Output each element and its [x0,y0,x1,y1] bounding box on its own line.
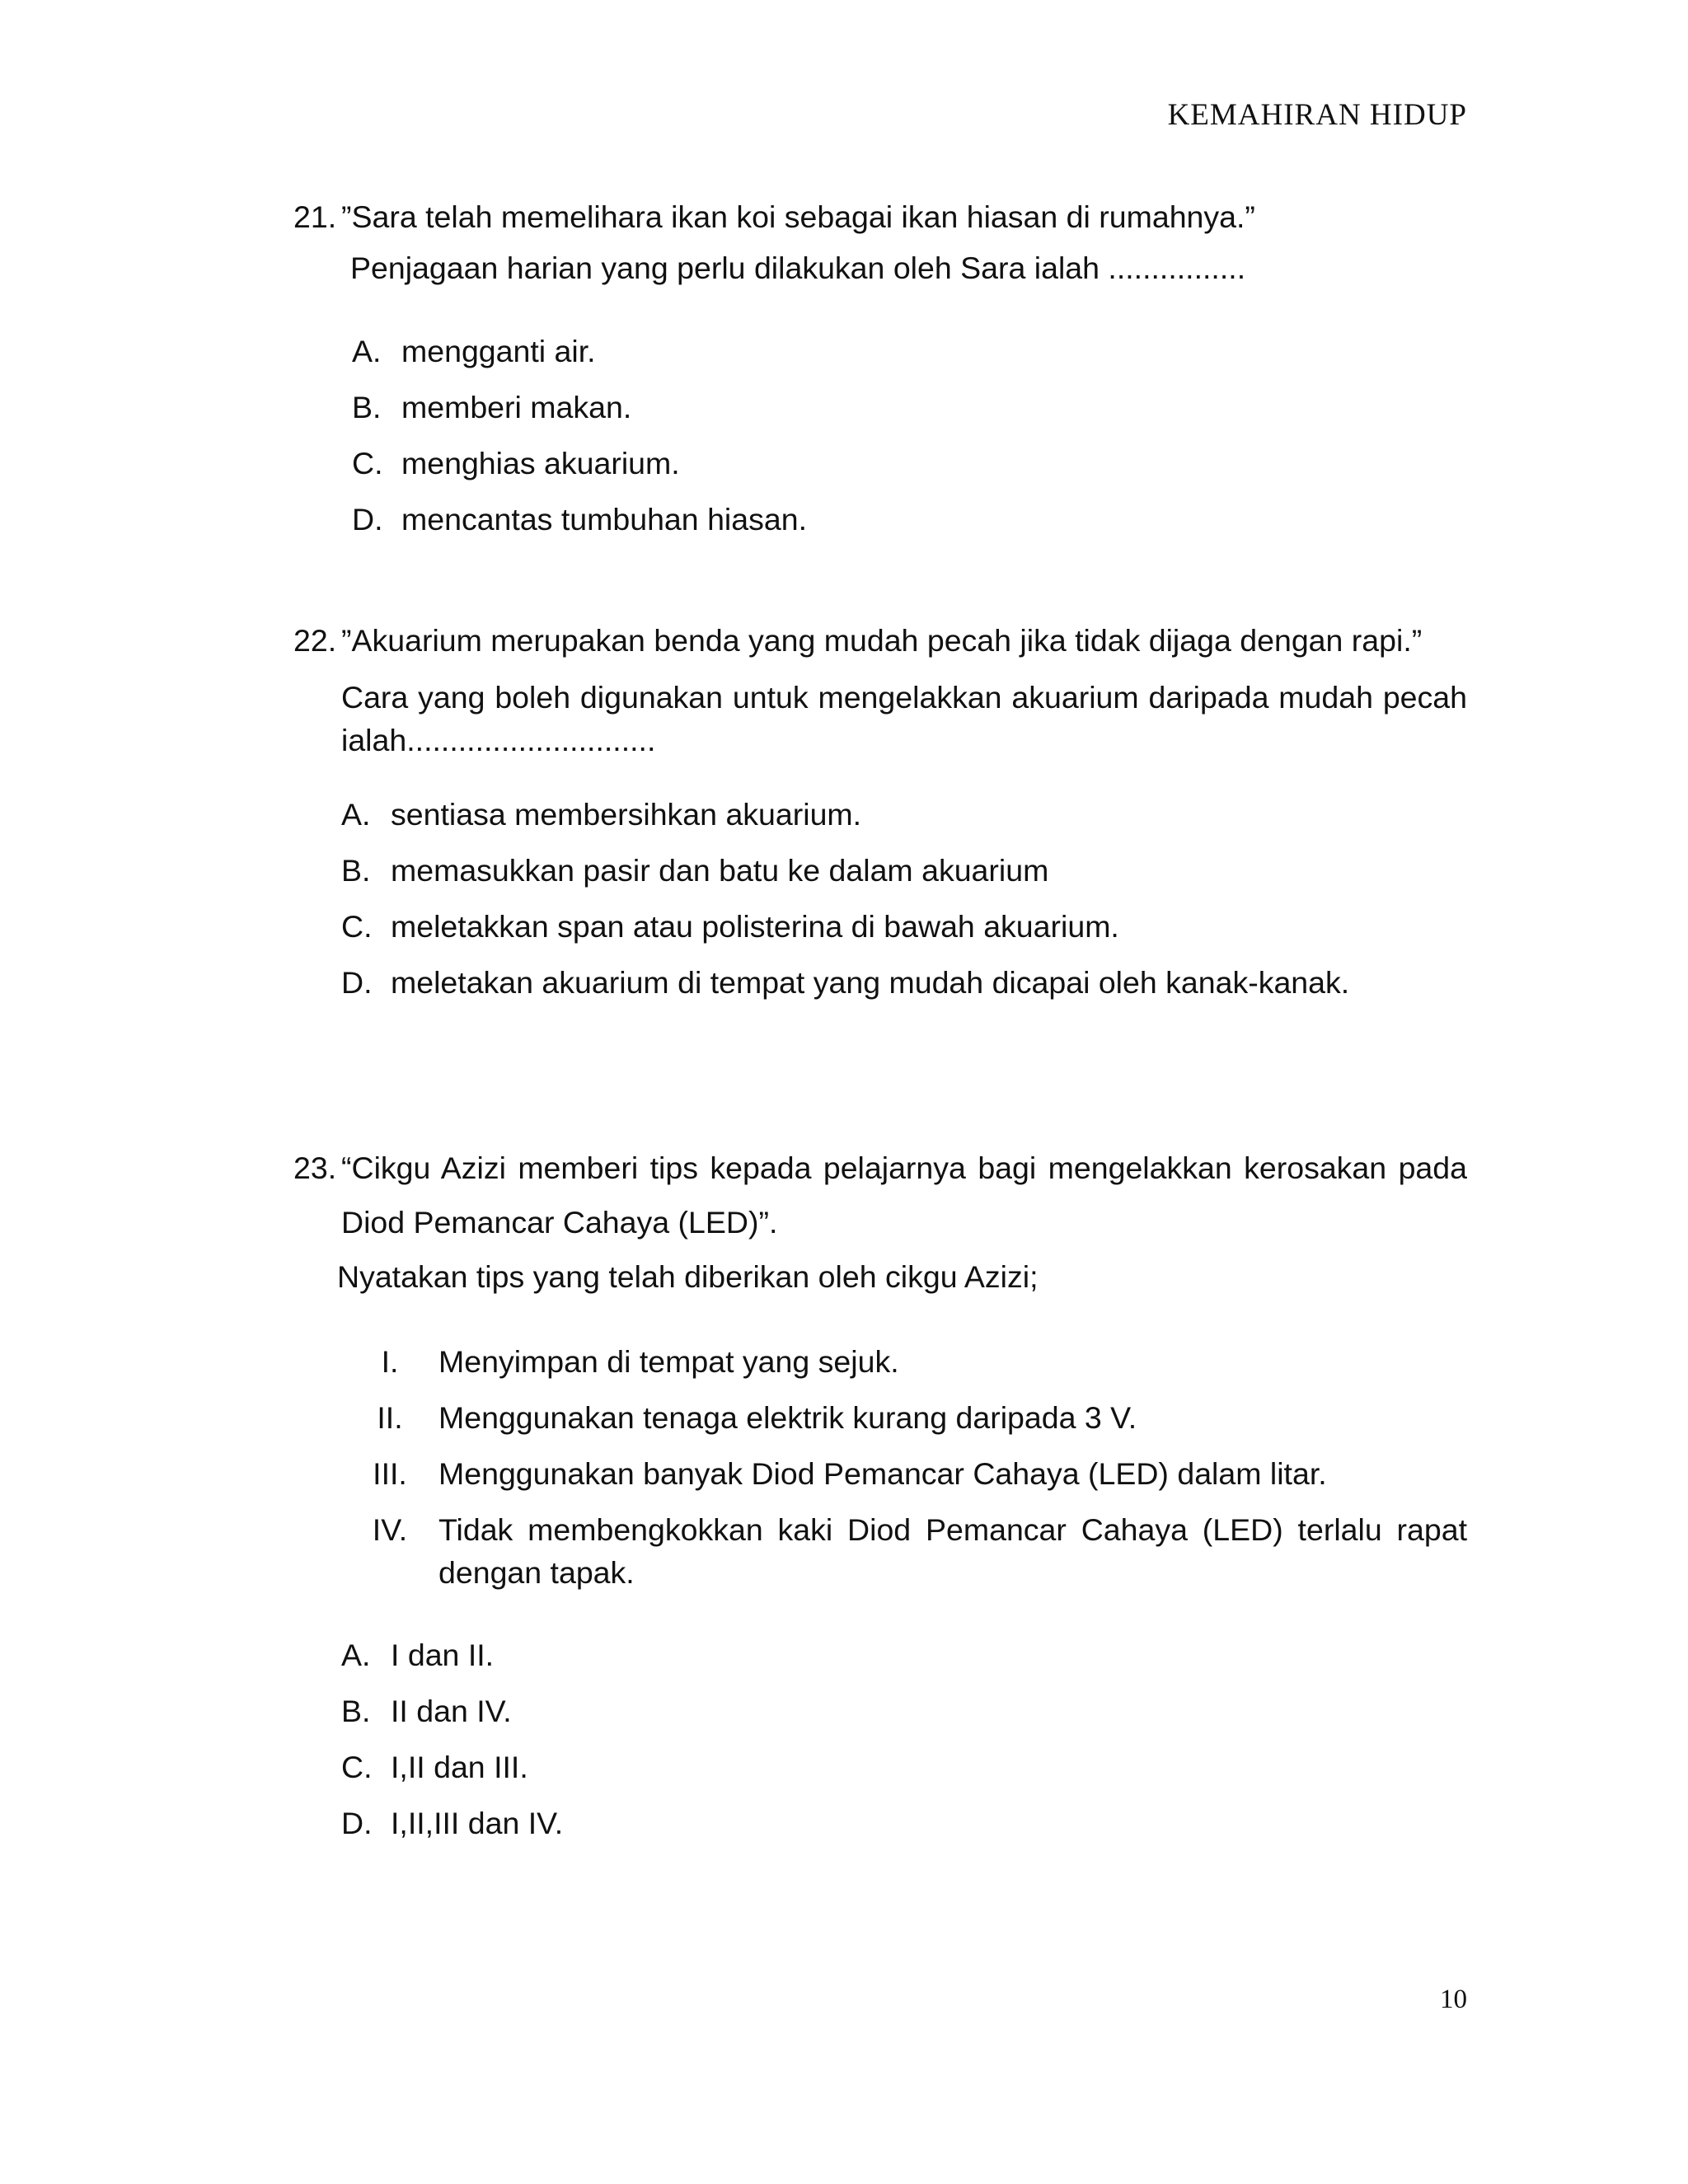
option-d[interactable] [341,954,1467,1010]
question-23 [293,1141,1467,1851]
statement-text: Menggunakan tenaga elektrik kurang daripada 3 V. [438,1400,1137,1435]
statement-i [341,1333,1467,1390]
option-letter: A. [352,334,382,368]
option-letter: C. [352,446,383,480]
statement-ii [341,1390,1467,1446]
option-text: meletakan akuarium di tempat yang mudah dicapai oleh kanak-kanak. [391,965,1350,1000]
question-22 [293,613,1467,1010]
option-letter: B. [352,390,382,424]
option-d[interactable] [352,491,1467,547]
question-prompt: Cara yang boleh digunakan untuk mengelakkan akuarium daripada mudah pecah ialah............................. [341,680,1467,757]
answer-options [341,323,1467,547]
option-letter: D. [341,965,373,1000]
question-stem: ”Akuarium merupakan benda yang mudah pecah jika tidak dijaga dengan rapi.” [341,623,1423,658]
answer-options [341,786,1467,1010]
option-text: mencantas tumbuhan hiasan. [401,502,807,537]
option-text: memberi makan. [401,390,632,424]
statement-numeral: II. [377,1400,403,1435]
option-c[interactable] [352,435,1467,491]
option-a[interactable] [352,323,1467,379]
option-text: mengganti air. [401,334,596,368]
question-number: 22. [293,623,337,658]
question-number: 21. [293,199,337,234]
option-letter: A. [341,1638,371,1672]
option-c[interactable] [341,898,1467,954]
option-letter: B. [341,853,371,888]
option-d[interactable] [341,1795,1467,1851]
option-text: I,II dan III. [391,1750,528,1784]
option-text: memasukkan pasir dan batu ke dalam akuarium [391,853,1049,888]
question-prompt: Nyatakan tips yang telah diberikan oleh cikgu Azizi; [337,1259,1039,1294]
option-letter: B. [341,1694,371,1728]
option-letter: C. [341,909,373,944]
statement-text: Menyimpan di tempat yang sejuk. [438,1344,899,1379]
option-letter: D. [341,1806,373,1840]
option-a[interactable] [341,786,1467,842]
statement-iii [341,1446,1467,1502]
option-text: I dan II. [391,1638,495,1672]
question-prompt: Penjagaan harian yang perlu dilakukan oleh Sara ialah ................ [350,251,1246,285]
option-text: II dan IV. [391,1694,512,1728]
statement-text: Menggunakan banyak Diod Pemancar Cahaya (LED) dalam litar. [438,1456,1327,1491]
question-stem: ”Sara telah memelihara ikan koi sebagai ikan hiasan di rumahnya.” [341,199,1255,234]
option-b[interactable] [341,1683,1467,1739]
option-letter: D. [352,502,383,537]
statement-numeral: III. [373,1456,407,1491]
option-text: menghias akuarium. [401,446,680,480]
answer-options [341,1627,1467,1851]
option-text: sentiasa membersihkan akuarium. [391,797,862,832]
option-letter: C. [341,1750,373,1784]
option-text: meletakkan span atau polisterina di bawah akuarium. [391,909,1119,944]
option-a[interactable] [341,1627,1467,1683]
option-text: I,II,III dan IV. [391,1806,564,1840]
option-c[interactable] [341,1739,1467,1795]
question-stem: “Cikgu Azizi memberi tips kepada pelajarnya bagi mengelakkan kerosakan pada Diod Pemancar Cahaya (LED)”. [341,1151,1467,1240]
option-letter: A. [341,797,371,832]
option-b[interactable] [341,842,1467,898]
option-b[interactable] [352,379,1467,435]
page-number: 10 [1440,1985,1467,2014]
question-21 [293,190,1467,547]
statement-iv [341,1502,1467,1594]
statement-numeral: I. [381,1344,399,1379]
statement-numeral: IV. [372,1512,408,1547]
question-number: 23. [293,1151,337,1185]
statement-text: Tidak membengkokkan kaki Diod Pemancar Cahaya (LED) terlalu rapat dengan tapak. [438,1512,1467,1590]
page-header-subject: KEMAHIRAN HIDUP [1167,98,1467,132]
statement-list [341,1333,1467,1594]
